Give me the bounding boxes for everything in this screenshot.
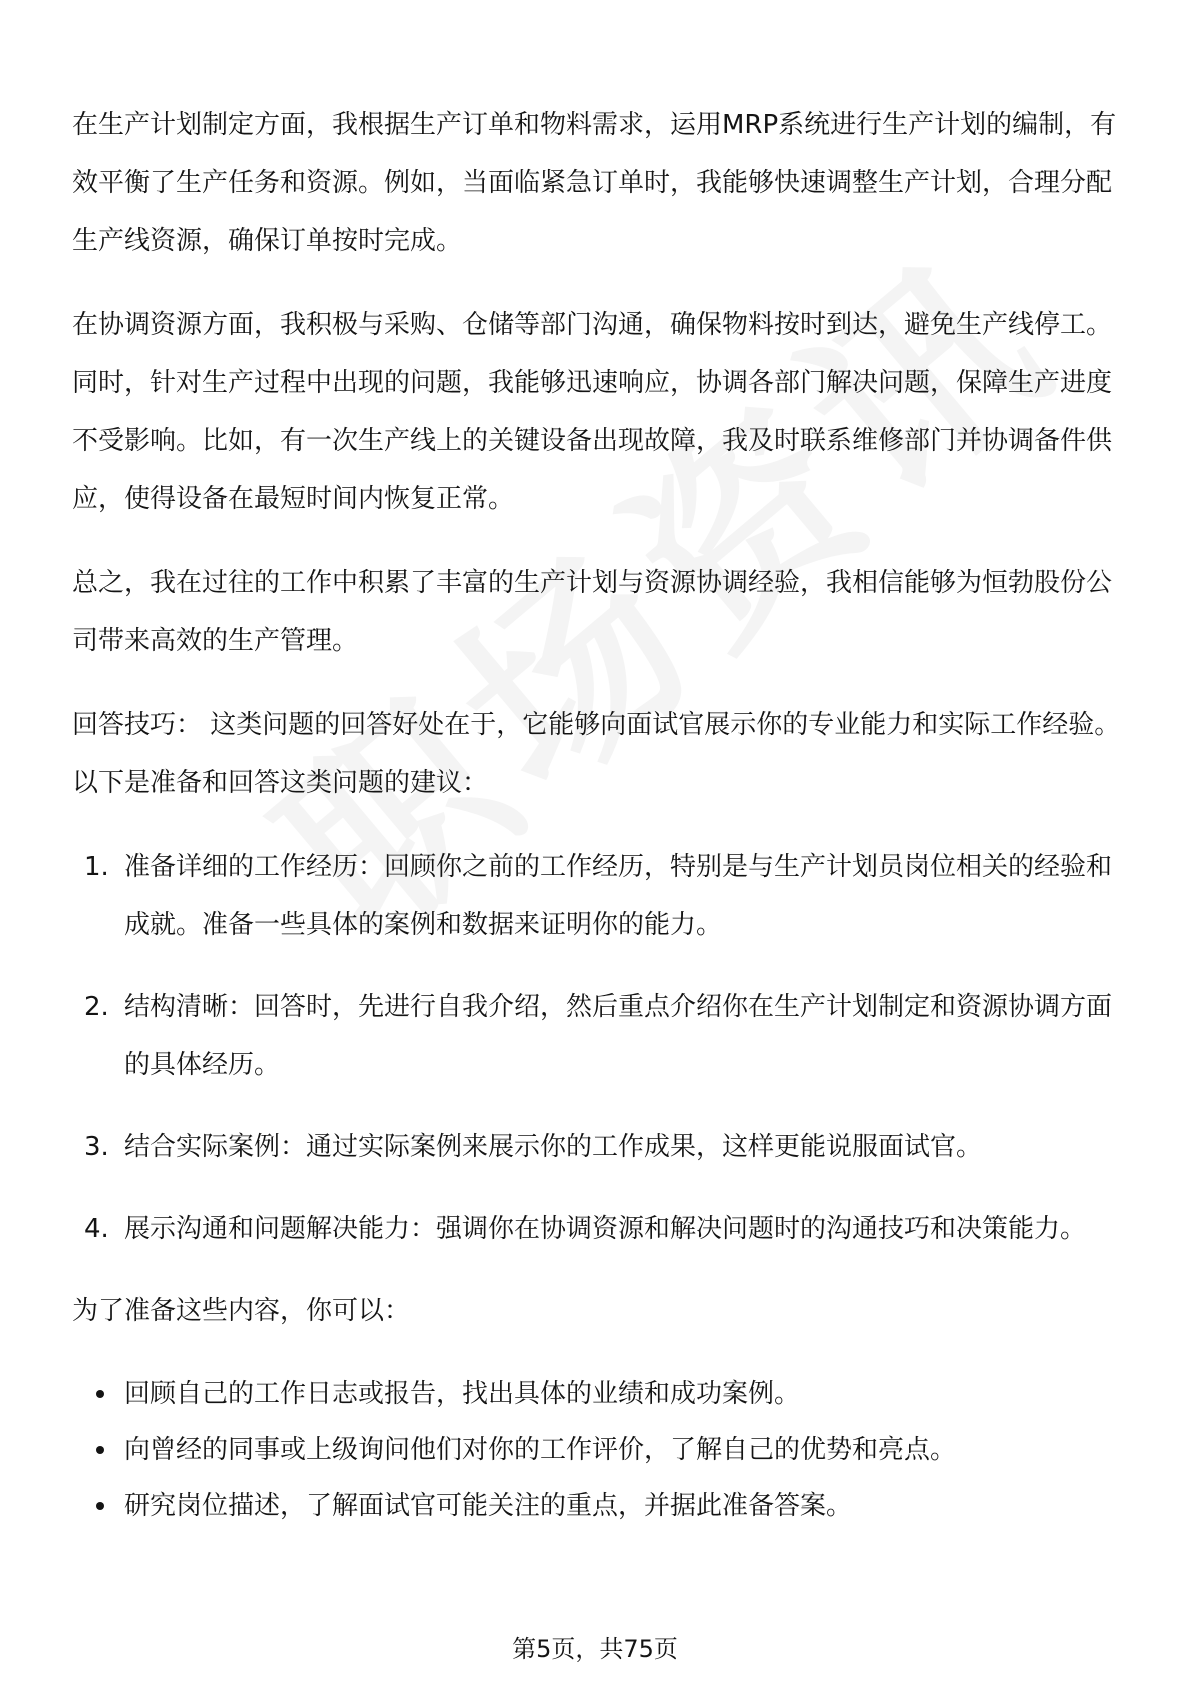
list-item-text: 结合实际案例：通过实际案例来展示你的工作成果，这样更能说服面试官。 [124, 1132, 983, 1162]
page-number: 第5页，共75页 [512, 1635, 678, 1663]
paragraph-coordination: 在协调资源方面，我积极与采购、仓储等部门沟通，确保物料按时到达，避免生产线停工。同时，针对生产过程中出现的问题，我能够迅速响应，协调各部门解决问题，保障生产进度不受影响。比如，有一次生产线上的关键设备出现故障，我及时联系维修部门并协调备件供应，使得设备在最短时间内恢复正常。 [72, 310, 1113, 514]
list-item-text: 准备详细的工作经历：回顾你之前的工作经历，特别是与生产计划员岗位相关的经验和成就。准备一些具体的案例和数据来证明你的能力。 [124, 852, 1113, 940]
list-item [72, 1478, 1132, 1534]
list-item-text: 结构清晰：回答时，先进行自我介绍，然后重点介绍你在生产计划制定和资源协调方面的具体经历。 [124, 992, 1113, 1080]
list-item [72, 978, 1132, 1094]
list-number: 1. [84, 852, 109, 882]
list-item-text: 研究岗位描述，了解面试官可能关注的重点，并据此准备答案。 [124, 1491, 853, 1521]
tips-list [72, 838, 1132, 1258]
list-item [72, 1200, 1132, 1258]
list-item [72, 1366, 1132, 1422]
document-body [72, 96, 1132, 1534]
list-number: 2. [84, 992, 109, 1022]
paragraph-summary: 总之，我在过往的工作中积累了丰富的生产计划与资源协调经验，我相信能够为恒勃股份公司带来高效的生产管理。 [72, 568, 1113, 656]
list-number: 4. [84, 1214, 109, 1244]
paragraph-prep-intro: 为了准备这些内容，你可以： [72, 1296, 411, 1326]
list-number: 3. [84, 1132, 109, 1162]
list-item [72, 1118, 1132, 1176]
paragraph-answer-tips: 回答技巧： 这类问题的回答好处在于，它能够向面试官展示你的专业能力和实际工作经验。以下是准备和回答这类问题的建议： [72, 710, 1121, 798]
list-item-text: 回顾自己的工作日志或报告，找出具体的业绩和成功案例。 [124, 1379, 801, 1409]
list-item [72, 1422, 1132, 1478]
paragraph-planning: 在生产计划制定方面，我根据生产订单和物料需求，运用MRP系统进行生产计划的编制，有效平衡了生产任务和资源。例如，当面临紧急订单时，我能够快速调整生产计划，合理分配生产线资源，确保订单按时完成。 [72, 110, 1117, 256]
bullet-icon [96, 1446, 104, 1454]
bullet-icon [96, 1502, 104, 1510]
list-item-text: 展示沟通和问题解决能力：强调你在协调资源和解决问题时的沟通技巧和决策能力。 [124, 1214, 1087, 1244]
list-item [72, 838, 1132, 954]
bullet-icon [96, 1390, 104, 1398]
prep-list [72, 1366, 1132, 1534]
list-item-text: 向曾经的同事或上级询问他们对你的工作评价，了解自己的优势和亮点。 [124, 1435, 957, 1465]
